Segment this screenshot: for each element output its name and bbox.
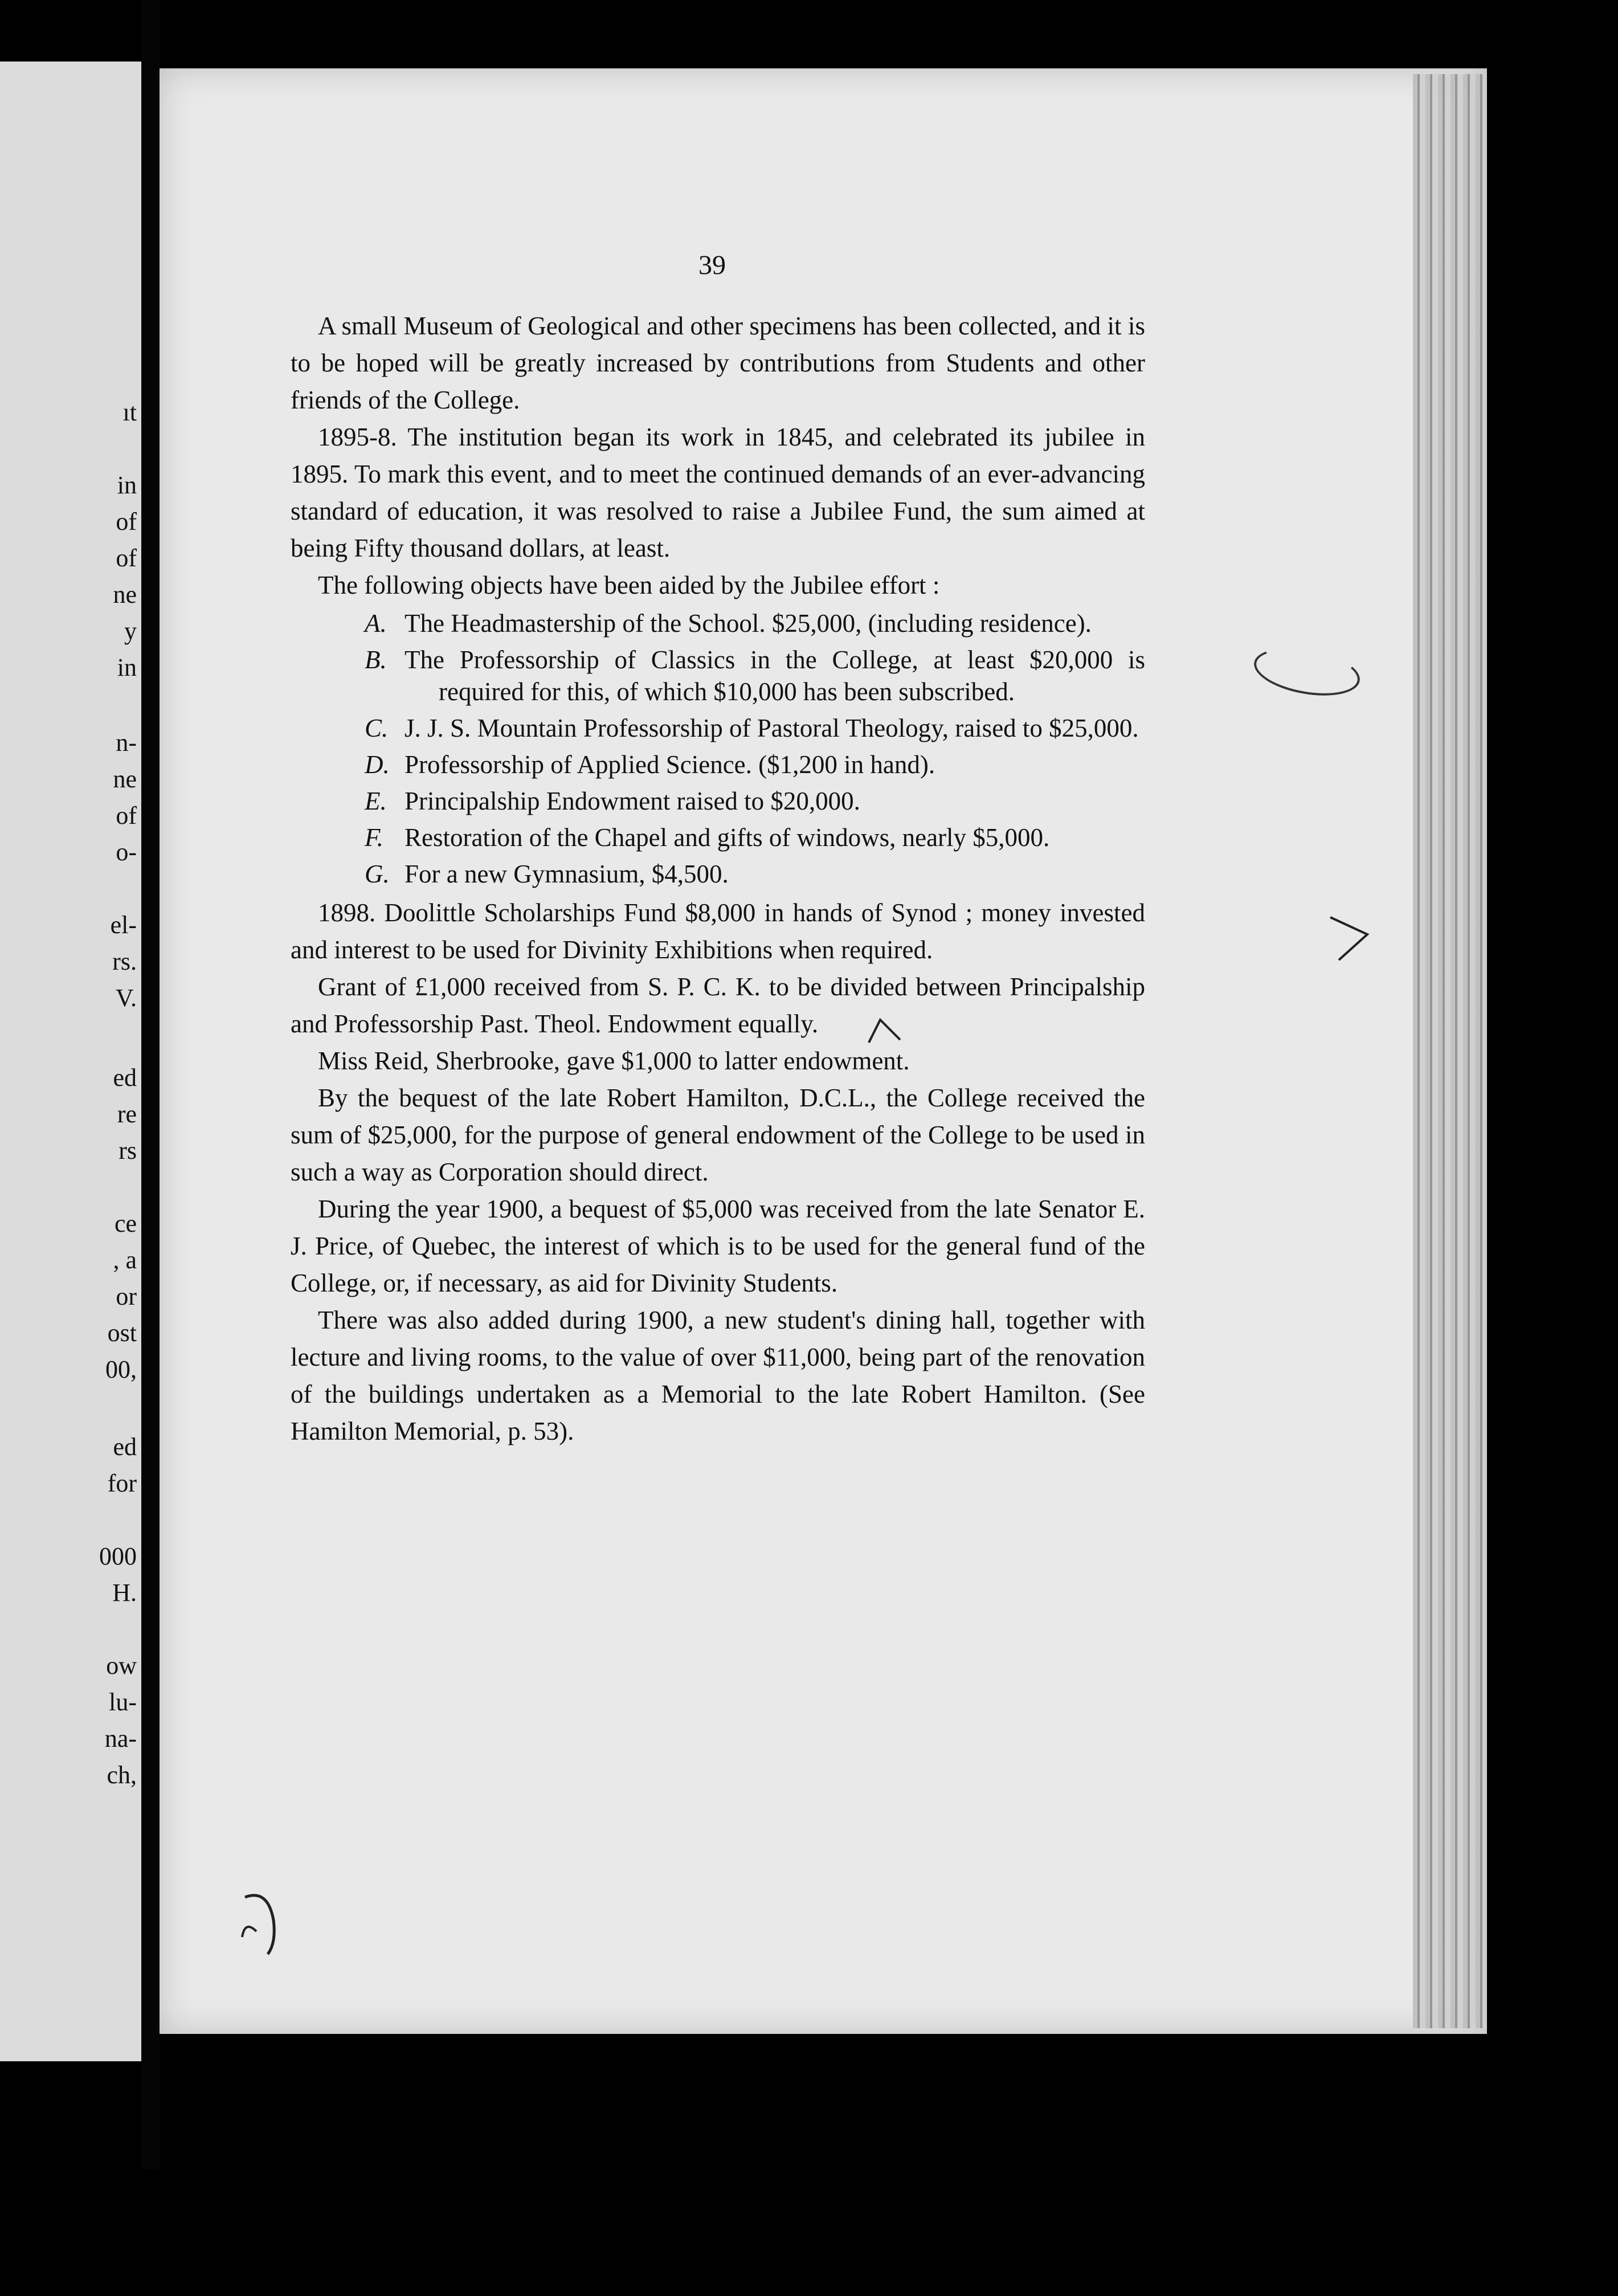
paragraph-jubilee: 1895-8. The institution began its work in 1845, and celebrated its jubilee in 1895. To mark this event, and to meet the continued demands of an ever-advancing standard of education, it was resolved to raise a Jubilee Fund, the sum aimed at being Fifty thousand dollars, at least. bbox=[291, 423, 1145, 562]
list-item bbox=[291, 607, 1145, 639]
list-item bbox=[291, 858, 1145, 890]
list-item-letter: F. bbox=[365, 823, 383, 852]
left-fragment: ne bbox=[113, 765, 137, 793]
left-fragment: re bbox=[117, 1100, 137, 1128]
paragraph-hamilton-bequest: By the bequest of the late Robert Hamilton, D.C.L., the College received the sum of $25,000, for the purpose of general endowment of the College to be used in such a way as Corporation should direct. bbox=[291, 1084, 1145, 1186]
left-fragment: ch, bbox=[107, 1761, 137, 1789]
left-fragment: ow bbox=[106, 1652, 137, 1680]
left-fragment: for bbox=[107, 1469, 137, 1497]
list-item-text: Principalship Endowment raised to $20,000. bbox=[404, 787, 860, 815]
page-edge-stack bbox=[1413, 74, 1487, 2028]
left-fragment: lu- bbox=[109, 1688, 137, 1716]
list-item bbox=[291, 822, 1145, 853]
list-item-text: J. J. S. Mountain Professorship of Pastoral Theology, raised to $25,000. bbox=[404, 714, 1139, 742]
paragraph-doolittle: 1898. Doolittle Scholarships Fund $8,000 in hands of Synod ; money invested and interest to be used for Divinity Exhibitions when required. bbox=[291, 898, 1145, 964]
left-fragment: of bbox=[116, 802, 137, 830]
left-fragment: ne bbox=[113, 581, 137, 608]
left-fragment: V. bbox=[115, 984, 137, 1012]
left-fragment: el- bbox=[110, 911, 137, 939]
left-fragment: na- bbox=[104, 1725, 137, 1752]
paragraph-price-bequest: During the year 1900, a bequest of $5,000 was received from the late Senator E. J. Price, of Quebec, the interest of which is to be used for the general fund of the College, or, if necessary, as aid for Divinity Students. bbox=[291, 1195, 1145, 1297]
left-fragment: ıt bbox=[122, 398, 137, 426]
left-fragment: ed bbox=[113, 1433, 137, 1461]
list-item-letter: B. bbox=[365, 646, 387, 674]
left-fragment: in bbox=[117, 471, 137, 499]
list-item-text: The Professorship of Classics in the College, at least $20,000 is required for this, of which $10,000 has been subscribed. bbox=[404, 646, 1145, 706]
list-item-letter: A. bbox=[365, 609, 387, 638]
left-fragment: rs. bbox=[112, 947, 137, 975]
list-item-letter: G. bbox=[365, 860, 390, 888]
list-item-text: Restoration of the Chapel and gifts of windows, nearly $5,000. bbox=[404, 823, 1050, 852]
paragraph-objects-intro: The following objects have been aided by the Jubilee effort : bbox=[318, 571, 940, 599]
paragraph-miss-reid: Miss Reid, Sherbrooke, gave $1,000 to latter endowment. bbox=[318, 1047, 910, 1075]
list-item-text: The Headmastership of the School. $25,000, (including residence). bbox=[404, 609, 1092, 638]
list-item-letter: D. bbox=[365, 750, 390, 779]
list-item-text: Professorship of Applied Science. ($1,200 in hand). bbox=[404, 750, 935, 779]
left-page-fragment bbox=[0, 62, 141, 2061]
left-page-text-fragments bbox=[0, 62, 141, 2061]
list-item bbox=[291, 785, 1145, 817]
paragraph-museum: A small Museum of Geological and other specimens has been collected, and it is to be hoped will be greatly increased by contributions from Students and other friends of the College. bbox=[291, 312, 1145, 414]
book-gutter bbox=[141, 0, 160, 2170]
left-fragment: n- bbox=[116, 729, 137, 757]
list-item bbox=[291, 749, 1145, 781]
list-item bbox=[291, 644, 1145, 708]
paragraph-dining-hall: There was also added during 1900, a new student's dining hall, together with lecture and living rooms, to the value of over $11,000, being part of the renovation of the buildings undertaken as a Memorial to the late Robert Hamilton. (See Hamilton Memorial, p. 53). bbox=[291, 1306, 1145, 1445]
list-item-text: For a new Gymnasium, $4,500. bbox=[404, 860, 729, 888]
left-fragment: y bbox=[124, 617, 137, 645]
scan-mark bbox=[234, 1886, 296, 1960]
left-fragment: rs bbox=[119, 1137, 137, 1165]
page-number: 39 bbox=[698, 250, 726, 280]
list-item-letter: E. bbox=[365, 787, 387, 815]
left-fragment: or bbox=[116, 1282, 137, 1310]
scan-mark bbox=[866, 1014, 906, 1048]
scan-mark bbox=[1327, 912, 1373, 963]
page-body bbox=[291, 308, 1145, 1450]
left-fragment: 00, bbox=[105, 1355, 137, 1383]
left-fragment: 000 bbox=[99, 1542, 137, 1570]
left-fragment: in bbox=[117, 653, 137, 681]
list-item bbox=[291, 712, 1145, 744]
scan-mark bbox=[228, 2290, 234, 2296]
left-fragment: o- bbox=[116, 838, 137, 866]
left-fragment: , a bbox=[113, 1246, 137, 1274]
left-fragment: ce bbox=[114, 1210, 137, 1237]
left-fragment: H. bbox=[112, 1579, 137, 1607]
left-fragment: of bbox=[116, 544, 137, 572]
paragraph-spck-grant: Grant of £1,000 received from S. P. C. K. to be divided between Principalship and Professorship Past. Theol. Endowment equally. bbox=[291, 973, 1145, 1038]
left-fragment: ed bbox=[113, 1064, 137, 1092]
list-item-letter: C. bbox=[365, 714, 389, 742]
left-fragment: of bbox=[116, 508, 137, 536]
left-fragment: ost bbox=[107, 1319, 137, 1347]
